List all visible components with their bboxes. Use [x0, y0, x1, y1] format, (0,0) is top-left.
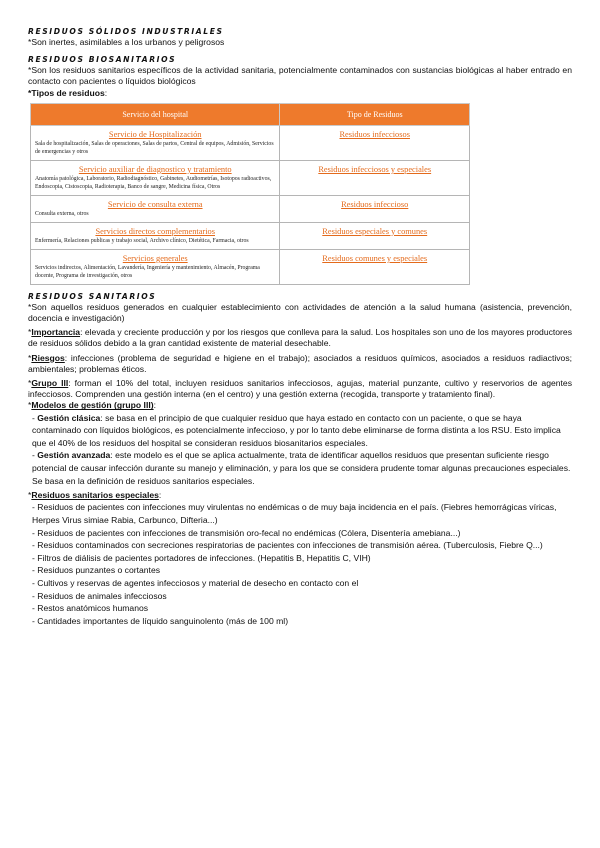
list-item: - Residuos de pacientes con infecciones muy virulentas no endémicas o de muy baja incidencia en el país. (Fiebres hemorrágicas víricas, Herpes Virus simiae Rabia, Carbunco, Difteria...) [32, 502, 557, 525]
riesgos-text: : infecciones (problema de seguridad e higiene en el trabajo); asociados a residuos químicos, asociados a residuos radiactivos; ambientales; problemas éticos. [28, 352, 572, 374]
especiales-label: Residuos sanitarios especiales [31, 490, 159, 501]
section-heading-sanitarios: RESIDUOS SANITARIOS [28, 291, 157, 301]
service-name: Servicio auxiliar de diagnostico y tratamiento [78, 164, 232, 174]
list-item: - Restos anatómicos humanos [32, 603, 149, 614]
waste-type: Residuos infecciosos y especiales [318, 164, 432, 174]
biosanitarios-text: *Son los residuos sanitarios específicos de la actividad sanitaria, potencialmente contaminados con sustancias biológicas al haber entrado en contacto con pacientes o líquidos biológicos [28, 65, 572, 87]
industriales-text: *Son inertes, asimilables a los urbanos y peligrosos [28, 37, 225, 47]
table-row [31, 195, 470, 222]
gestion-clasica: - Gestión clásica: se basa en el principio de que cualquier residuo que haya estado en contacto con un paciente, o que se haya contaminado con líquidos biológicos, es potencialmente infeccioso, y por lo tanto debe eliminarse de forma distinta a los RSU. Esto implica que el 40% de los residuos del hospital se consideran residuos biosanitarios especiales. [32, 412, 561, 448]
service-name: Servicios directos complementarios [95, 226, 215, 236]
types-label [28, 88, 572, 99]
table-row [31, 249, 470, 284]
especiales-suffix: : [158, 490, 162, 501]
clasica-label: Gestión clásica [37, 412, 101, 423]
avanzada-label: Gestión avanzada [37, 450, 111, 461]
section-heading-industriales: RESIDUOS SÓLIDOS INDUSTRIALES [28, 27, 224, 36]
table-row [31, 222, 470, 249]
grupo-label: Grupo III [31, 378, 69, 389]
list-item: - Cantidades importantes de líquido sanguinolento (más de 100 ml) [32, 615, 289, 626]
modelos-suffix: : [153, 400, 156, 411]
table-header-service: Servicio del hospital [31, 103, 280, 125]
waste-type: Residuos comunes y especiales [322, 253, 428, 263]
sanitarios-intro: *Son aquellos residuos generados en cualquier establecimiento con actividades de atención a la salud humana (asistencia, prevención, docencia e investigación) [28, 301, 572, 324]
riesgos-label: Riesgos [31, 352, 65, 363]
list-item: - Residuos de pacientes con infecciones de transmisión oro-fecal no endémicas (Cólera, Disentería amebiana...) [32, 527, 461, 538]
service-description: Sala de hospitalización, Salas de operaciones, Salas de partos, Central de equipos, Admisión, Servicios de emergencias y otros [35, 140, 274, 155]
modelos-heading: *Modelos de gestión (grupo III): [28, 400, 156, 411]
especiales-list [28, 501, 572, 627]
grupo-text: : forman el 10% del total, incluyen residuos sanitarios infecciosos, agujas, material punzante, cultivo y reservorios de agentes infecciosos. Comprenden una gestión interna (en el centro) y una gestión externa (recogida, transporte y tratamiento final). [28, 378, 572, 400]
waste-type: Residuos especiales y comunes [322, 226, 428, 236]
service-description: Consulta externa, otros [35, 210, 89, 217]
list-item: - Filtros de diálisis de pacientes portadores de infecciones. (Hepatitis B, Hepatitis C, VIH) [32, 552, 371, 563]
avanzada-text: : este modelo es el que se aplica actualmente, trata de identificar aquellos residuos que presentan suficiente riesgo potencial de causar infección durante su manejo y eliminación, y para los que se considera prudente tomar algunas precauciones especiales. Se basa en la definición de residuos sanitarios especiales. [32, 450, 571, 486]
service-description: Anatomía patológica, Laboratorio, Radiodiagnóstico, Gabinetes, Audiometrías, Isotopos radioactivos, Endoscopia, Cistoscopia, Radioterapia, Banco de sangre, Medicina física, Otros [35, 175, 272, 190]
waste-type: Residuos infecciosos [339, 129, 410, 139]
especiales-heading: *Residuos sanitarios especiales: [28, 490, 162, 501]
clasica-text: : se basa en el principio de que cualquier residuo que haya estado en contacto con un paciente, o que se haya contaminado con líquidos biológicos, es potencialmente infeccioso, y por lo tanto debe eliminarse de forma distinta a los RSU. Esto implica que el 40% de los residuos del hospital se consideran residuos biosanitarios especiales. [32, 412, 561, 448]
types-label-text: *Tipos de residuos [28, 87, 105, 98]
riesgos-paragraph: *Riesgos: infecciones (problema de seguridad e higiene en el trabajo); asociados a residuos químicos, asociados a residuos radiactivos; ambientales; problemas éticos. [28, 352, 572, 374]
importancia-label: Importancia [31, 327, 81, 338]
gestion-avanzada: - Gestión avanzada: este modelo es el que se aplica actualmente, trata de identificar aquellos residuos que presentan suficiente riesgo potencial de causar infección durante su manejo y eliminación, y para los que se considera prudente tomar algunas precauciones especiales. Se basa en la definición de residuos sanitarios especiales. [32, 450, 571, 486]
importancia-text: : elevada y creciente producción y por los riesgos que conlleva para la salud. Los hospitales son uno de los mayores productores de residuos sólidos debido a la gran cantidad existente de material desechable. [28, 327, 572, 349]
modelos-label: Modelos de gestión (grupo III) [31, 400, 154, 411]
service-name: Servicio de Hospitalización [108, 129, 202, 139]
list-item: - Residuos contaminados con secreciones respiratorias de pacientes con infecciones de transmisión aérea. (Tuberculosis, Fiebre Q...) [32, 540, 543, 551]
table-header-type: Tipo de Residuos [280, 103, 470, 125]
importancia-paragraph: *Importancia: elevada y creciente producción y por los riesgos que conlleva para la salud. Los hospitales son uno de los mayores productores de residuos sólidos debido a la gran cantidad existente de material desechable. [28, 327, 572, 349]
types-label-suffix: : [104, 87, 108, 98]
list-item: - Cultivos y reservas de agentes infecciosos y material de desecho en contacto con el [32, 577, 359, 588]
service-description: Servicios indirectos, Alimentación, Lavandería, Ingeniería y mantenimiento, Almacén, Programa docente, Programa de investigación, otros [35, 264, 260, 279]
service-name: Servicios generales [122, 253, 188, 263]
list-item: - Residuos de animales infecciosos [32, 590, 167, 601]
table-row [31, 125, 470, 160]
grupo-paragraph: *Grupo III: forman el 10% del total, incluyen residuos sanitarios infecciosos, agujas, material punzante, cultivo y reservorios de agentes infecciosos. Comprenden una gestión interna (en el centro) y una gestión externa (recogida, transporte y tratamiento final). [28, 378, 572, 400]
list-item: - Residuos punzantes o cortantes [32, 565, 161, 576]
services-table [30, 103, 470, 285]
document-page [28, 26, 572, 627]
table-row [31, 160, 470, 195]
service-description: Enfermería, Relaciones publicas y trabajo social, Archivo clínico, Dietética, Farmacia, otros [35, 237, 249, 244]
service-name: Servicio de consulta externa [107, 199, 203, 209]
section-heading-biosanitarios: RESIDUOS BIOSANITARIOS [28, 55, 177, 65]
waste-type: Residuos infeccioso [341, 199, 409, 209]
